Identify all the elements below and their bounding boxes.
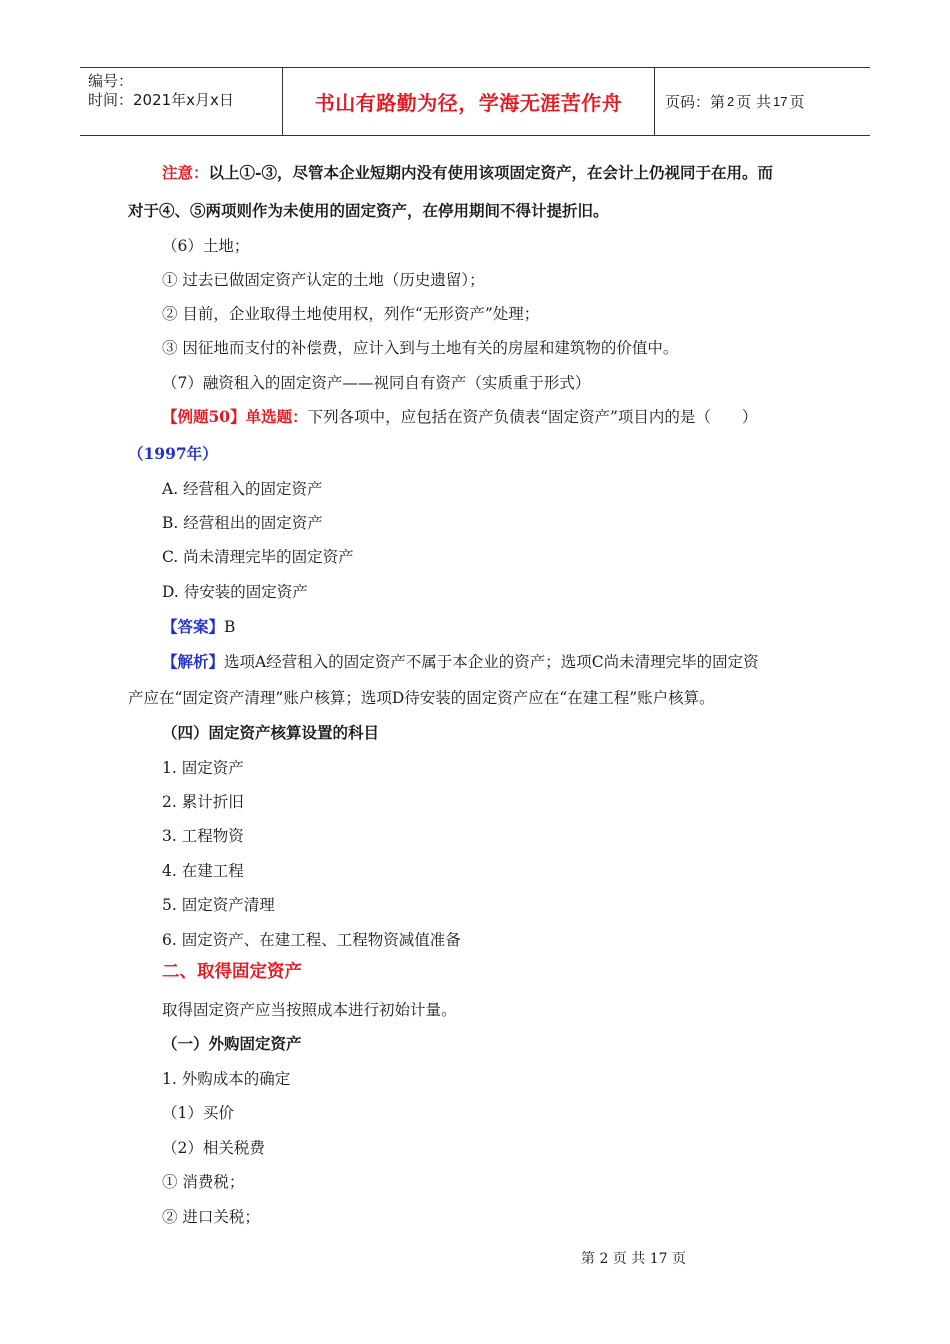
analysis-label: 【解析】	[162, 652, 225, 671]
page-footer: 第 2 页 共 17 页	[581, 1251, 686, 1267]
analysis-line-1	[162, 652, 759, 672]
accounts-title: （四）固定资产核算设置的科目	[162, 723, 380, 742]
note-line-1	[162, 163, 773, 183]
page-current: 2	[727, 94, 735, 109]
doc-number-label: 编号：	[88, 72, 134, 90]
section-heading: 二、取得固定资产	[162, 962, 302, 982]
account-item-5: 5. 固定资产清理	[162, 896, 275, 914]
tax-item-1: ① 消费税；	[162, 1173, 245, 1191]
account-item-1: 1. 固定资产	[162, 759, 244, 777]
account-item-4: 4. 在建工程	[162, 862, 244, 880]
note-line-2: 对于④、⑤两项则作为未使用的固定资产，在停用期间不得计提折旧。	[128, 201, 609, 220]
doc-time-label: 时间：2021年x月x日	[88, 91, 234, 109]
example-tag: 【例题50】单选题：	[162, 407, 308, 426]
page-header	[80, 67, 870, 136]
lease-item: （7）融资租入的固定资产——视同自有资产（实质重于形式）	[162, 374, 591, 392]
land-title: （6）土地；	[162, 237, 250, 255]
account-item-3: 3. 工程物资	[162, 827, 244, 845]
note-text-1: 以上①-③，尽管本企业短期内没有使用该项固定资产，在会计上仍视同于在用。而	[208, 163, 773, 182]
header-page-info	[655, 68, 870, 135]
example-question-line	[162, 407, 757, 427]
option-b: B. 经营租出的固定资产	[162, 514, 323, 532]
page-suffix: 页	[789, 93, 805, 111]
option-a: A. 经营租入的固定资产	[162, 480, 323, 498]
account-item-6: 6. 固定资产、在建工程、工程物资减值准备	[162, 931, 461, 949]
example-question: 下列各项中，应包括在资产负债表“固定资产”项目内的是（ ）	[307, 408, 758, 426]
subsection-title: （一）外购固定资产	[162, 1034, 302, 1053]
page-total: 17	[773, 94, 788, 109]
option-c: C. 尚未清理完毕的固定资产	[162, 548, 354, 566]
answer-label: 【答案】	[162, 617, 225, 636]
taxes-item: （2）相关税费	[162, 1139, 265, 1157]
account-item-2: 2. 累计折旧	[162, 793, 244, 811]
price-item: （1）买价	[162, 1104, 234, 1122]
analysis-line-2: 产应在“固定资产清理”账户核算；选项D待安装的固定资产应在“在建工程”账户核算。	[128, 689, 715, 707]
example-year: （1997年）	[128, 444, 218, 463]
answer-value: B	[224, 618, 236, 636]
header-meta	[80, 68, 282, 135]
note-label: 注意：	[162, 163, 209, 182]
option-d: D. 待安装的固定资产	[162, 583, 308, 601]
section-intro: 取得固定资产应当按照成本进行初始计量。	[162, 1001, 457, 1019]
header-motto: 书山有路勤为径，学海无涯苦作舟	[282, 68, 655, 135]
land-item-2: ② 目前，企业取得土地使用权，列作“无形资产”处理；	[162, 305, 540, 323]
page-prefix: 页码：第	[665, 93, 726, 111]
land-item-1: ① 过去已做固定资产认定的土地（历史遗留）；	[162, 271, 485, 289]
cost-title: 1. 外购成本的确定	[162, 1070, 291, 1088]
page-mid: 页 共	[736, 93, 772, 111]
analysis-text-1: 选项A经营租入的固定资产不属于本企业的资产；选项C尚未清理完毕的固定资	[224, 653, 759, 671]
answer-line	[162, 617, 235, 637]
land-item-3: ③ 因征地而支付的补偿费，应计入到与土地有关的房屋和建筑物的价值中。	[162, 339, 679, 357]
tax-item-2: ② 进口关税；	[162, 1208, 260, 1226]
